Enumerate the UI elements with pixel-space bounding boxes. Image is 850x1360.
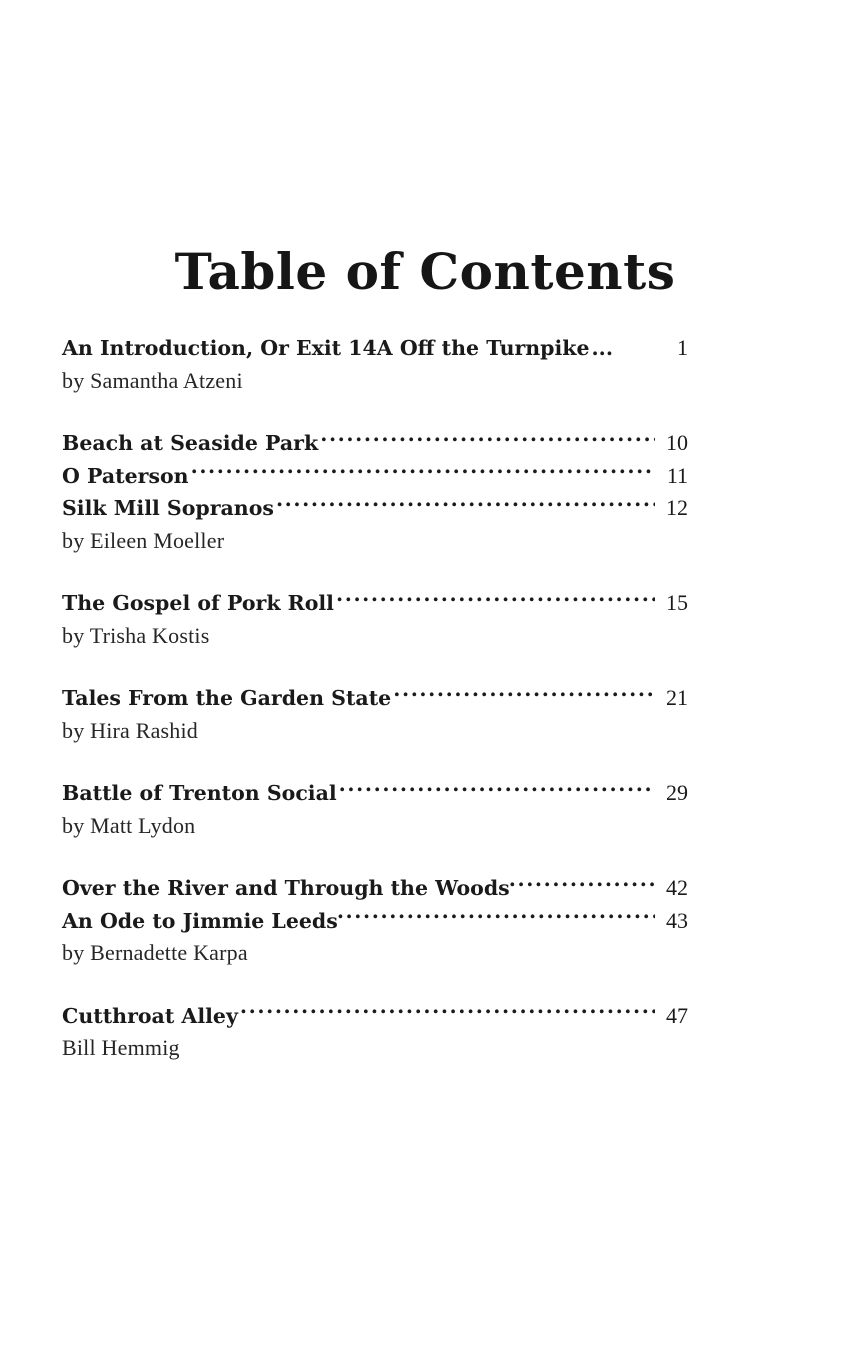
- toc-dot-leader: [336, 590, 655, 611]
- toc-entry-page-number: 42: [666, 875, 688, 900]
- toc-entry-page-number: 21: [666, 685, 688, 710]
- toc-entry-page-number: 1: [677, 335, 688, 360]
- toc-entry-page-number: 29: [666, 780, 688, 805]
- toc-group: [62, 777, 688, 841]
- toc-group: [62, 682, 688, 746]
- toc-entry-title: Silk Mill Sopranos: [62, 496, 274, 520]
- toc-group: [62, 872, 688, 969]
- toc-entry-page-number: 12: [666, 495, 688, 520]
- toc-entry[interactable]: [62, 492, 688, 525]
- toc-author-byline: by Matt Lydon: [62, 812, 196, 838]
- toc-dot-leader: [337, 907, 655, 928]
- toc-entry-title: Beach at Seaside Park: [62, 431, 319, 455]
- toc-group: [62, 332, 688, 396]
- toc-entry-title: An Introduction, Or Exit 14A Off the Turnpike: [62, 336, 590, 360]
- toc-entry-title: The Gospel of Pork Roll: [62, 591, 334, 615]
- toc-entry[interactable]: [62, 682, 688, 715]
- toc-entry-page-number: 47: [666, 1002, 688, 1028]
- toc-dot-leader: [240, 1002, 655, 1023]
- toc-author-byline: by Trisha Kostis: [62, 622, 210, 648]
- toc-dot-leader: [276, 495, 655, 516]
- toc-dot-leader: [320, 430, 655, 451]
- toc-group: [62, 1000, 688, 1064]
- toc-entry-page-number: 15: [666, 590, 688, 615]
- toc-entry[interactable]: [62, 1000, 688, 1033]
- toc-dot-leader: [191, 462, 655, 483]
- toc-group: [62, 427, 688, 556]
- toc-author-byline: by Eileen Moeller: [62, 527, 225, 553]
- toc-dot-leader: [339, 780, 655, 801]
- toc-entry[interactable]: [62, 872, 688, 905]
- page-title: Table of Contents: [174, 241, 676, 301]
- toc-entry-page-number: 10: [666, 430, 688, 455]
- toc-entry[interactable]: [62, 332, 688, 365]
- toc-entry[interactable]: [62, 427, 688, 460]
- toc-dot-leader: [393, 685, 655, 706]
- toc-dot-leader: [592, 333, 613, 354]
- toc-author-byline: by Bernadette Karpa: [62, 940, 248, 965]
- toc-entry-title: Tales From the Garden State: [62, 686, 392, 710]
- toc-entry[interactable]: [62, 587, 688, 620]
- toc-entry[interactable]: [62, 777, 688, 810]
- toc-entry-page-number: 11: [666, 462, 688, 488]
- toc-author-byline: Bill Hemmig: [62, 1035, 180, 1060]
- toc-entry[interactable]: [62, 460, 688, 493]
- toc-entry-page-number: 43: [666, 907, 688, 933]
- toc-group: [62, 587, 688, 651]
- toc-author-byline: by Samantha Atzeni: [62, 367, 243, 393]
- toc-dot-leader: [509, 875, 655, 896]
- toc-entry-title: Over the River and Through the Woods: [62, 876, 510, 900]
- toc-entry-title: O Paterson: [62, 463, 189, 488]
- toc-entry-list: [62, 332, 688, 1064]
- toc-author-byline: by Hira Rashid: [62, 717, 199, 743]
- toc-entry-title: Cutthroat Alley: [62, 1003, 238, 1028]
- toc-entry-title: An Ode to Jimmie Leeds: [62, 908, 338, 933]
- toc-entry[interactable]: [62, 905, 688, 938]
- toc-entry-title: Battle of Trenton Social: [62, 781, 337, 805]
